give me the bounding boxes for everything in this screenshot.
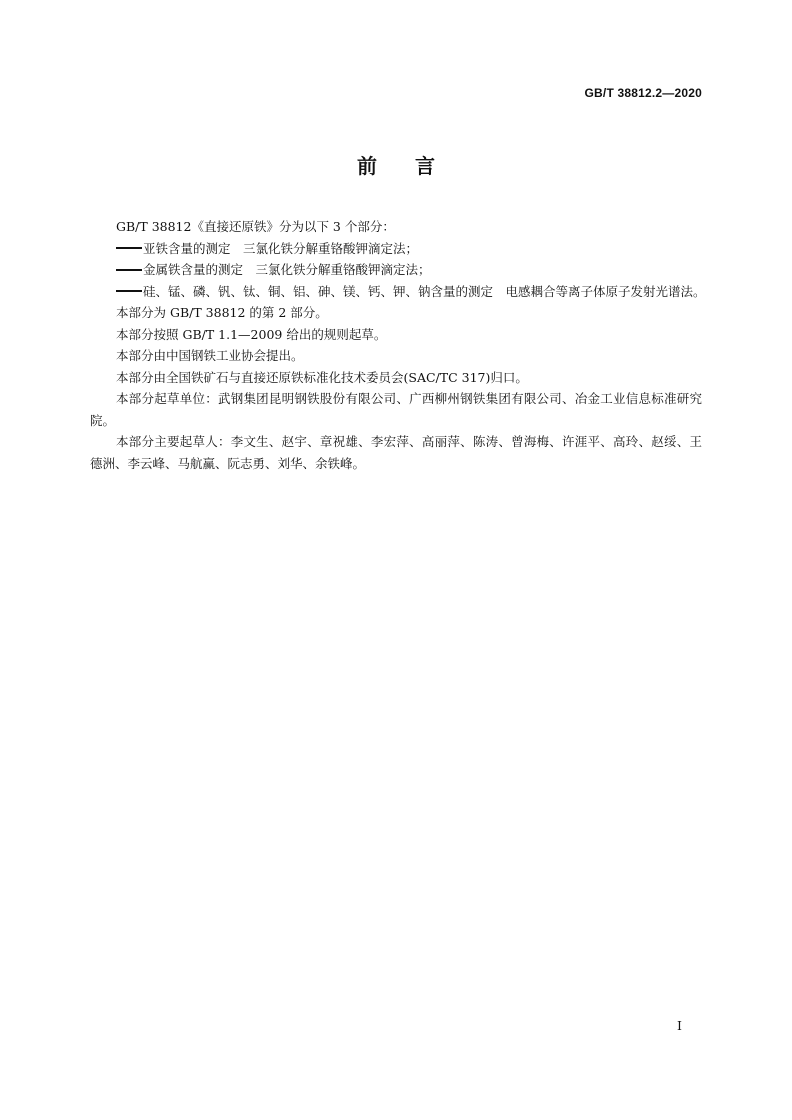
dash-marker	[116, 247, 142, 249]
list-item-part-1	[90, 238, 702, 260]
list-item-part-3	[90, 281, 706, 303]
dash-marker	[116, 290, 142, 292]
list-item-part-2	[90, 259, 702, 281]
intro-paragraph: GB/T 38812《直接还原铁》分为以下 3 个部分：	[116, 219, 395, 234]
paragraph-proposer: 本部分由中国钢铁工业协会提出。	[116, 348, 304, 363]
paragraph-committee: 本部分由全国铁矿石与直接还原铁标准化技术委员会(SAC/TC 317)归口。	[116, 369, 528, 385]
paragraph-drafters: 本部分主要起草人：李文生、赵宇、章祝雄、李宏萍、高丽萍、陈涛、曾海梅、许涯平、高玲、赵绥、王德洲、李云峰、马航赢、阮志勇、刘华、余铁峰。	[90, 434, 702, 471]
part-3-text: 硅、锰、磷、钒、钛、铜、铝、砷、镁、钙、钾、钠含量的测定 电感耦合等离子体原子发射光谱法。	[143, 283, 706, 299]
part-1-text: 亚铁含量的测定 三氯化铁分解重铬酸钾滴定法；	[143, 240, 419, 256]
paragraph-part-number: 本部分为 GB/T 38812 的第 2 部分。	[116, 305, 328, 320]
page-title: 前言	[357, 154, 473, 178]
paragraph-drafting-units: 本部分起草单位：武钢集团昆明钢铁股份有限公司、广西柳州钢铁集团有限公司、冶金工业信息标准研究院。	[90, 391, 702, 428]
page-number: I	[677, 1018, 682, 1033]
part-2-text: 金属铁含量的测定 三氯化铁分解重铬酸钾滴定法；	[143, 262, 431, 277]
paragraph-drafting-rules: 本部分按照 GB/T 1.1—2009 给出的规则起草。	[116, 326, 387, 342]
standard-number-header: GB/T 38812.2—2020	[584, 86, 702, 100]
document-body	[90, 216, 706, 474]
dash-marker	[116, 269, 142, 271]
